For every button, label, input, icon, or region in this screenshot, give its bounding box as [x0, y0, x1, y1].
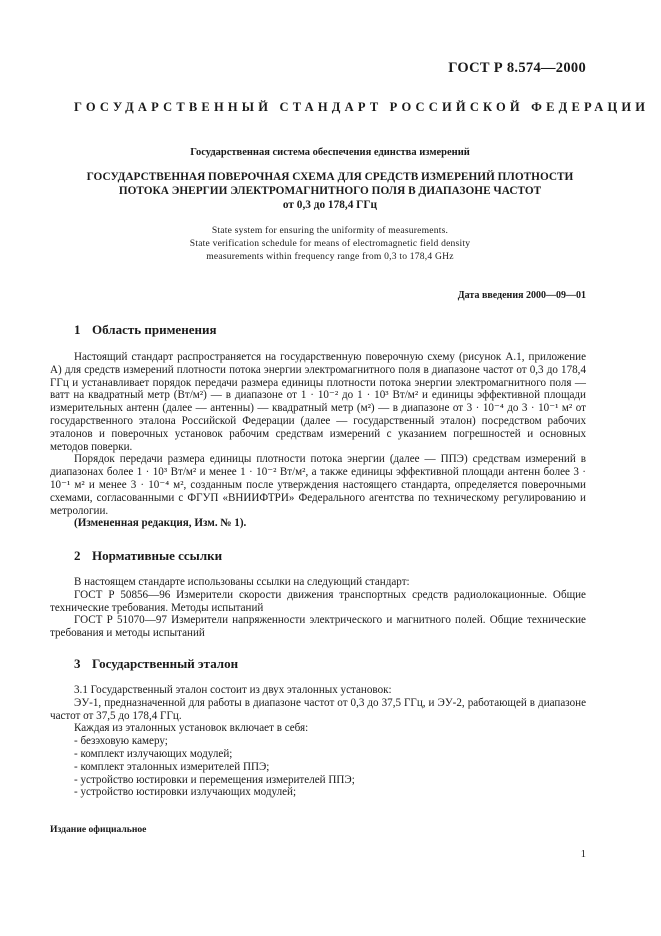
paragraph: Каждая из эталонных установок включает в себя:: [74, 722, 309, 735]
list-item: - комплект излучающих модулей;: [74, 747, 233, 760]
english-title: [74, 224, 586, 263]
page-number: 1: [580, 849, 586, 860]
component-list: [50, 735, 586, 799]
standard-banner: ГОСУДАРСТВЕННЫЙ СТАНДАРТ РОССИЙСКОЙ ФЕДЕРАЦИИ: [74, 100, 650, 114]
paragraph: В настоящем стандарте использованы ссылки на следующий стандарт:: [74, 576, 410, 588]
title-line: ГОСУДАРСТВЕННАЯ ПОВЕРОЧНАЯ СХЕМА ДЛЯ СРЕДСТВ ИЗМЕРЕНИЙ ПЛОТНОСТИ: [86, 171, 574, 183]
section-1-heading: [74, 322, 216, 338]
list-item: - комплект эталонных измерителей ППЭ;: [74, 760, 270, 773]
document-number: ГОСТ Р 8.574—2000: [448, 60, 586, 76]
list-item: - безэховую камеру;: [74, 735, 168, 748]
paragraph: ЭУ-1, предназначенной для работы в диапазоне частот от 0,3 до 37,5 ГГц, и ЭУ-2, работающей в диапазоне частот от 37,5 до 178,4 ГГц.: [50, 696, 586, 722]
section-1-body: [50, 351, 586, 530]
reference-item: ГОСТ Р 51070—97 Измерители напряженности электрического и магнитного полей. Общие технические требования и методы испытаний: [50, 614, 586, 640]
reference-item: ГОСТ Р 50856—96 Измерители скорости движения транспортных средств радиолокационные. Общие технические требования. Методы испытаний: [50, 588, 586, 614]
section-number: 3: [74, 656, 81, 671]
english-title-line: State system for ensuring the uniformity of measurements.: [211, 225, 449, 236]
english-title-line: State verification schedule for means of electromagnetic field density: [189, 238, 471, 249]
section-3-body: [50, 684, 586, 799]
paragraph: Настоящий стандарт распространяется на государственную поверочную схему (рисунок А.1, приложение А) для средств измерений плотности потока энергии электромагнитного поля в диапазоне частот от 0,3 до 178,4 ГГц и устанавливает порядок передачи размера единицы плотности потока энергии электромагнитного поля — ватт на квадратный метр (Вт/м²) — в диапазоне от 1 · 10⁻² до 1 · 10³ Вт/м² и единицы эффективной площади измерительных антенн (далее — антенны) — квадратный метр (м²) — в диапазоне от 3 · 10⁻⁴ до 3 · 10⁻¹ м² от государственного эталона Российской Федерации (далее — государственный эталон) посредством рабочих эталонов и поверочных установок рабочим средствам измерений с указанием погрешностей и основных методов поверки.: [50, 351, 586, 453]
introduction-date: Дата введения 2000—09—01: [457, 290, 586, 301]
section-2-body: [50, 576, 586, 640]
system-line: Государственная система обеспечения единства измерений: [190, 147, 470, 158]
amendment-note: (Измененная редакция, Изм. № 1).: [74, 517, 247, 530]
english-title-line: measurements within frequency range from 0,3 to 178,4 GHz: [206, 251, 454, 262]
title-line: от 0,3 до 178,4 ГГц: [282, 199, 378, 211]
edition-note: Издание официальное: [50, 824, 147, 835]
section-title: Область применения: [92, 322, 217, 337]
section-2-heading: [74, 548, 222, 564]
list-item: - устройство юстировки излучающих модулей;: [74, 786, 297, 799]
section-title: Нормативные ссылки: [92, 548, 223, 563]
list-item: - устройство юстировки и перемещения измерителей ППЭ;: [74, 773, 355, 786]
section-number: 1: [74, 322, 81, 337]
paragraph: Порядок передачи размера единицы плотности потока энергии (далее — ППЭ) средствам измерений в диапазонах более 1 · 10³ Вт/м² и менее 1 · 10⁻² Вт/м², а также единицы эффективной площади антенн более 3 · 10⁻¹ м² и менее 3 · 10⁻⁴ м², созданным после утверждения настоящего стандарта, определяется поверочными схемами, согласованными с ФГУП «ВНИИФТРИ» Федерального агентства по техническому регулированию и метрологии.: [50, 453, 586, 517]
section-title: Государственный эталон: [92, 656, 239, 671]
section-3-heading: [74, 656, 238, 672]
document-title: [74, 170, 586, 212]
title-line: ПОТОКА ЭНЕРГИИ ЭЛЕКТРОМАГНИТНОГО ПОЛЯ В ДИАПАЗОНЕ ЧАСТОТ: [118, 185, 542, 197]
paragraph: 3.1 Государственный эталон состоит из двух эталонных установок:: [74, 684, 392, 696]
section-number: 2: [74, 548, 81, 563]
